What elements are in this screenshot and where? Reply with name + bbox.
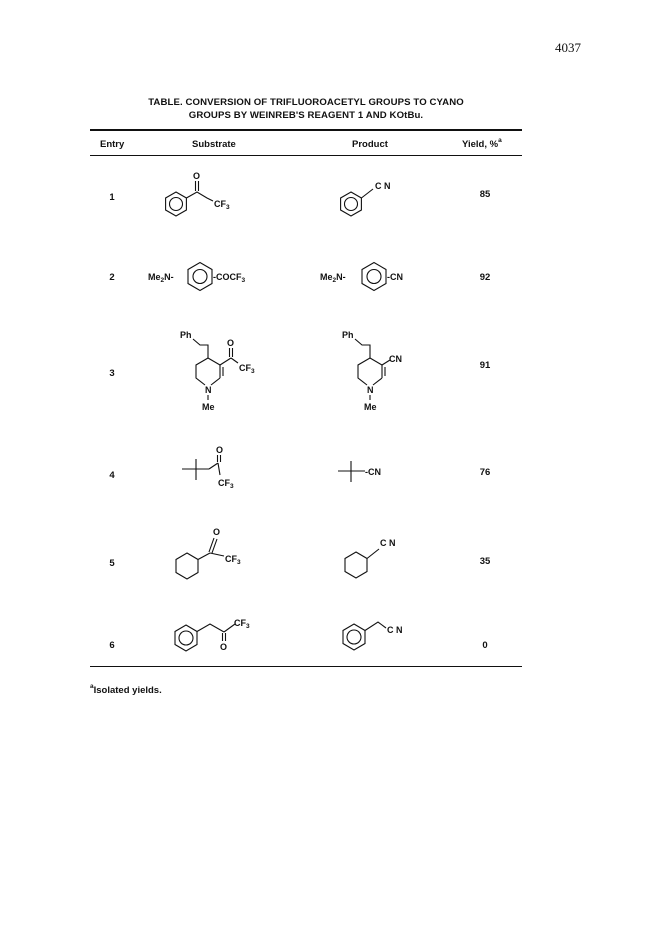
bond [198, 553, 210, 560]
cn-label: CN [389, 354, 402, 364]
oxygen-label: O [213, 527, 221, 537]
nitrogen-label: N [367, 385, 374, 395]
table-bottom-rule [90, 666, 522, 667]
cn-label: -CN [365, 467, 381, 477]
benzene-ring [175, 625, 197, 651]
bond [365, 622, 386, 631]
cn-label: -CN [387, 272, 403, 282]
cf3-label: $CF_3$ [234, 618, 250, 630]
aromatic-circle [367, 270, 381, 284]
bond [186, 192, 213, 201]
aromatic-circle [345, 198, 358, 211]
ring-bond [370, 358, 382, 365]
yield-6: 0 [482, 640, 488, 651]
bond [231, 358, 238, 363]
cf3-label: $CF_3$ [225, 554, 241, 566]
benzene-ring [341, 192, 362, 216]
substrate-5-structure [176, 527, 241, 579]
cyclohexane-ring [176, 553, 198, 579]
dimethylamino-label: $Me_2N-$ [320, 272, 346, 284]
benzene-ring [343, 624, 365, 650]
product-4-structure [338, 461, 381, 482]
nitrogen-label: N [205, 385, 212, 395]
ring-bond [208, 358, 220, 365]
substrate-4-structure [182, 445, 234, 490]
yield-1: 85 [479, 189, 491, 200]
caption-line-1: TABLE. CONVERSION OF TRIFLUOROACETYL GROUPS TO CYANO [148, 97, 464, 108]
footnote-mark: a [90, 683, 94, 690]
cf3-label: $CF_3$ [218, 478, 234, 490]
aromatic-circle [179, 631, 193, 645]
page-number: 4037 [555, 40, 581, 55]
caption-line-2: GROUPS BY WEINREB'S REAGENT 1 AND KOtBu. [188, 110, 424, 121]
header-product: Product [352, 139, 388, 150]
entry-4: 4 [109, 470, 115, 481]
ring-bond [373, 378, 382, 385]
product-1-structure [341, 181, 391, 216]
phenyl-label: Ph [180, 330, 192, 340]
substrate-6-structure [175, 618, 250, 652]
bond [193, 339, 208, 358]
product-6-structure [343, 622, 403, 650]
benzene-ring [188, 263, 212, 291]
ring-bond [211, 378, 220, 385]
cocf3-label: $-COCF_3$ [213, 272, 246, 284]
entry-6: 6 [109, 640, 115, 651]
ring-bonds [358, 358, 370, 385]
cn-label: C N [387, 625, 403, 635]
bond [220, 358, 231, 365]
table-footnote [90, 685, 162, 696]
entry-1: 1 [109, 192, 115, 203]
bond [209, 463, 218, 469]
header-yield-footnote-mark: a [498, 137, 502, 144]
oxygen-label: O [193, 171, 201, 181]
ring-bonds [196, 358, 208, 385]
bond [210, 553, 224, 556]
benzene-ring [166, 192, 187, 216]
header-yield-text: Yield, % [462, 139, 499, 150]
header-substrate: Substrate [192, 139, 236, 150]
product-5-structure [345, 538, 396, 578]
bond [197, 624, 224, 632]
oxygen-label: O [216, 445, 224, 455]
oxygen-label: O [227, 338, 235, 348]
bond [367, 549, 379, 559]
cyclohexane-ring [345, 552, 367, 578]
bond [218, 463, 220, 475]
substrate-2-structure [148, 263, 246, 291]
entry-3: 3 [109, 368, 115, 379]
entry-5: 5 [109, 558, 115, 569]
yield-3: 91 [479, 360, 491, 371]
yield-4: 76 [479, 467, 491, 478]
cf3-label: $CF_3$ [239, 363, 255, 375]
aromatic-circle [347, 630, 361, 644]
bond [355, 339, 370, 358]
substrate-1-structure [166, 171, 230, 216]
methyl-label: Me [364, 402, 377, 412]
dimethylamino-label: $Me_2N-$ [148, 272, 174, 284]
bond [361, 189, 373, 198]
footnote-text: Isolated yields. [93, 685, 162, 696]
cn-label: C N [375, 181, 391, 191]
benzene-ring [362, 263, 386, 291]
yield-5: 35 [479, 556, 491, 567]
substrate-3-structure [180, 330, 255, 412]
header-entry: Entry [100, 139, 125, 150]
aromatic-circle [193, 270, 207, 284]
aromatic-circle [170, 198, 183, 211]
methyl-label: Me [202, 402, 215, 412]
cn-label: C N [380, 538, 396, 548]
product-3-structure [342, 330, 402, 412]
cf3-label: $CF_3$ [214, 199, 230, 211]
entry-2: 2 [109, 272, 115, 283]
product-2-structure [320, 263, 403, 291]
oxygen-label: O [220, 642, 228, 652]
yield-2: 92 [479, 272, 491, 283]
phenyl-label: Ph [342, 330, 354, 340]
